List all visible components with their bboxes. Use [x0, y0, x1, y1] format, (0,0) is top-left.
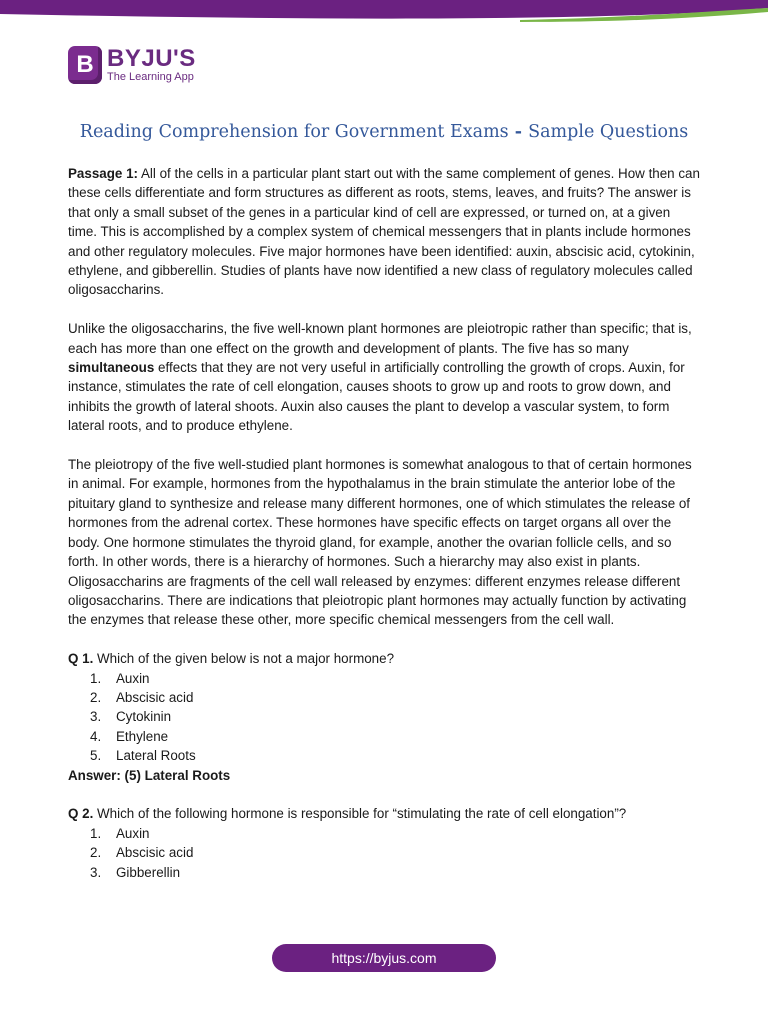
passage-paragraph-1: Passage 1: All of the cells in a particular plant start out with the same complement of genes. How then can these cells differentiate and form structures as different as roots, stems, leaves, and fruits? The answer is that only a small subset of the genes in a particular kind of cell are expressed, or turned on, at a given time. This is accomplished by a complex system of chemical messengers that in plants include hormones and other regulatory molecules. Five major hormones have been identified: auxin, abscisic acid, cytokinin, ethylene, and gibberellin. Studies of plants have now identified a new class of regulatory molecules called oligosaccharins. [68, 166, 700, 298]
question-label: Q 2. [68, 806, 94, 822]
option-item: 2. Abscisic acid [90, 845, 194, 861]
question-2 [68, 804, 700, 882]
question-text: Which of the given below is not a major hormone? [93, 651, 395, 667]
answer-1: Answer: (5) Lateral Roots [68, 767, 231, 783]
option-item: 5. Lateral Roots [90, 748, 196, 764]
option-item: 1. Auxin [90, 670, 150, 686]
byjus-logo[interactable] [68, 46, 196, 84]
brand-tagline: The Learning App [107, 71, 194, 83]
brand-name: BYJU'S [107, 45, 196, 72]
title-main: Reading Comprehension for Government Exams [79, 122, 509, 142]
title-separator: - [508, 122, 529, 142]
option-item: 3. Cytokinin [90, 709, 172, 725]
option-item: 1. Auxin [90, 825, 150, 841]
header-swoosh [0, 0, 768, 26]
page-title [0, 122, 768, 142]
passage-paragraph-3: The pleiotropy of the five well-studied plant hormones is somewhat analogous to that of certain hormones in animal. For example, hormones from the hypothalamus in the brain stimulate the anterior lobe of the pituitary gland to synthesize and release many different hormones, one of which stimulates the release of hormones from the adrenal cortex. These hormones have specific effects on target organs all over the body. One hormone stimulates the thyroid gland, for example, another the ovarian follicle cells, and so forth. In other words, there is a hierarchy of hormones. Such a hierarchy may also exist in plants. Oligosaccharins are fragments of the cell wall released by enzymes: different enzymes release different oligosaccharins. There are indications that pleiotropic plant hormones may actually function by activating the enzymes that release these other, more specific chemical messengers from the cell wall. [68, 457, 692, 628]
passage-label: Passage 1: [68, 166, 138, 181]
option-item: 2. Abscisic acid [90, 689, 194, 705]
option-item: 3. Gibberellin [90, 864, 181, 880]
question-text: Which of the following hormone is responsible for “stimulating the rate of cell elongation”? [93, 806, 627, 822]
bold-word: simultaneous [68, 360, 155, 376]
title-sub: Sample Questions [528, 122, 689, 142]
option-item: 4. Ethylene [90, 728, 169, 744]
footer-url-link[interactable]: https://byjus.com [272, 944, 496, 972]
question-label: Q 1. [68, 651, 94, 667]
document-body [68, 164, 700, 882]
question-1 [68, 649, 700, 785]
passage-paragraph-2: Unlike the oligosaccharins, the five well-known plant hormones are pleiotropic rather than specific; that is, each has more than one effect on the growth and development of plants. The five has so many simultaneous effects that they are not very useful in artificially controlling the growth of crops. Auxin, for instance, stimulates the rate of cell elongation, causes shoots to grow up and roots to grow down, and inhibits the growth of lateral shoots. Auxin also causes the plant to develop a vascular system, to form lateral roots, and to produce ethylene. [68, 321, 692, 434]
option-list [68, 669, 700, 766]
byjus-logo-mark: B [68, 46, 102, 84]
option-list [68, 824, 700, 882]
